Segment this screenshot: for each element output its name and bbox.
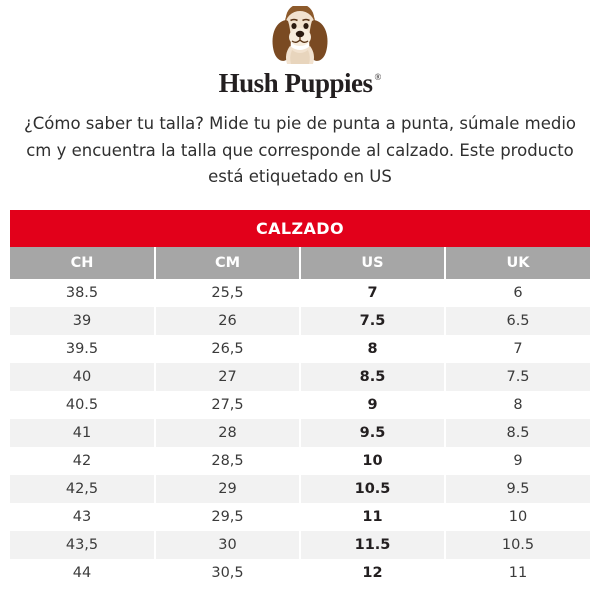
size-chart-table [10,247,590,587]
table-cell-uk: 6 [445,279,590,307]
brand-logo [0,0,600,97]
table-cell-cm: 30,5 [155,559,300,587]
table-row [10,279,590,307]
table-cell-us: 7.5 [300,307,445,335]
brand-name: Hush Puppies [218,68,373,98]
table-cell-cm: 26,5 [155,335,300,363]
table-row [10,447,590,475]
brand-wordmark [219,70,382,97]
table-cell-uk: 9.5 [445,475,590,503]
table-cell-uk: 7 [445,335,590,363]
table-cell-us: 7 [300,279,445,307]
table-cell-cm: 27,5 [155,391,300,419]
table-cell-us: 8 [300,335,445,363]
table-row [10,335,590,363]
table-row [10,363,590,391]
table-cell-uk: 11 [445,559,590,587]
table-row [10,531,590,559]
table-cell-ch: 42,5 [10,475,155,503]
table-cell-uk: 9 [445,447,590,475]
table-row [10,503,590,531]
table-cell-uk: 8.5 [445,419,590,447]
table-cell-cm: 27 [155,363,300,391]
table-cell-uk: 8 [445,391,590,419]
table-body [10,279,590,587]
table-title: CALZADO [10,210,590,247]
column-header-cm: CM [155,247,300,279]
table-cell-ch: 40.5 [10,391,155,419]
table-cell-cm: 28 [155,419,300,447]
table-cell-ch: 43 [10,503,155,531]
table-cell-uk: 10 [445,503,590,531]
table-cell-ch: 38.5 [10,279,155,307]
column-header-uk: UK [445,247,590,279]
table-cell-cm: 29,5 [155,503,300,531]
table-cell-ch: 42 [10,447,155,475]
table-cell-ch: 44 [10,559,155,587]
table-cell-us: 10 [300,447,445,475]
basset-hound-dog-icon [264,6,336,68]
table-cell-ch: 40 [10,363,155,391]
table-cell-cm: 25,5 [155,279,300,307]
table-cell-ch: 41 [10,419,155,447]
table-row [10,475,590,503]
table-cell-cm: 29 [155,475,300,503]
header-row [10,247,590,279]
table-cell-us: 11.5 [300,531,445,559]
table-row [10,419,590,447]
table-cell-us: 12 [300,559,445,587]
table-cell-ch: 43,5 [10,531,155,559]
table-cell-ch: 39.5 [10,335,155,363]
table-cell-cm: 28,5 [155,447,300,475]
table-row [10,559,590,587]
table-cell-us: 8.5 [300,363,445,391]
table-cell-us: 9.5 [300,419,445,447]
table-cell-cm: 26 [155,307,300,335]
table-row [10,391,590,419]
size-table [10,210,590,587]
column-header-us: US [300,247,445,279]
table-cell-us: 11 [300,503,445,531]
intro-paragraph: ¿Cómo saber tu talla? Mide tu pie de punta a punta, súmale medio cm y encuentra la talla que corresponde al calzado. Este producto está etiquetado en US [24,114,576,187]
table-cell-cm: 30 [155,531,300,559]
table-row [10,307,590,335]
table-cell-us: 9 [300,391,445,419]
table-cell-uk: 10.5 [445,531,590,559]
table-cell-us: 10.5 [300,475,445,503]
table-cell-uk: 6.5 [445,307,590,335]
trademark-symbol: ® [374,72,382,82]
column-header-ch: CH [10,247,155,279]
table-cell-uk: 7.5 [445,363,590,391]
table-header [10,247,590,279]
table-cell-ch: 39 [10,307,155,335]
